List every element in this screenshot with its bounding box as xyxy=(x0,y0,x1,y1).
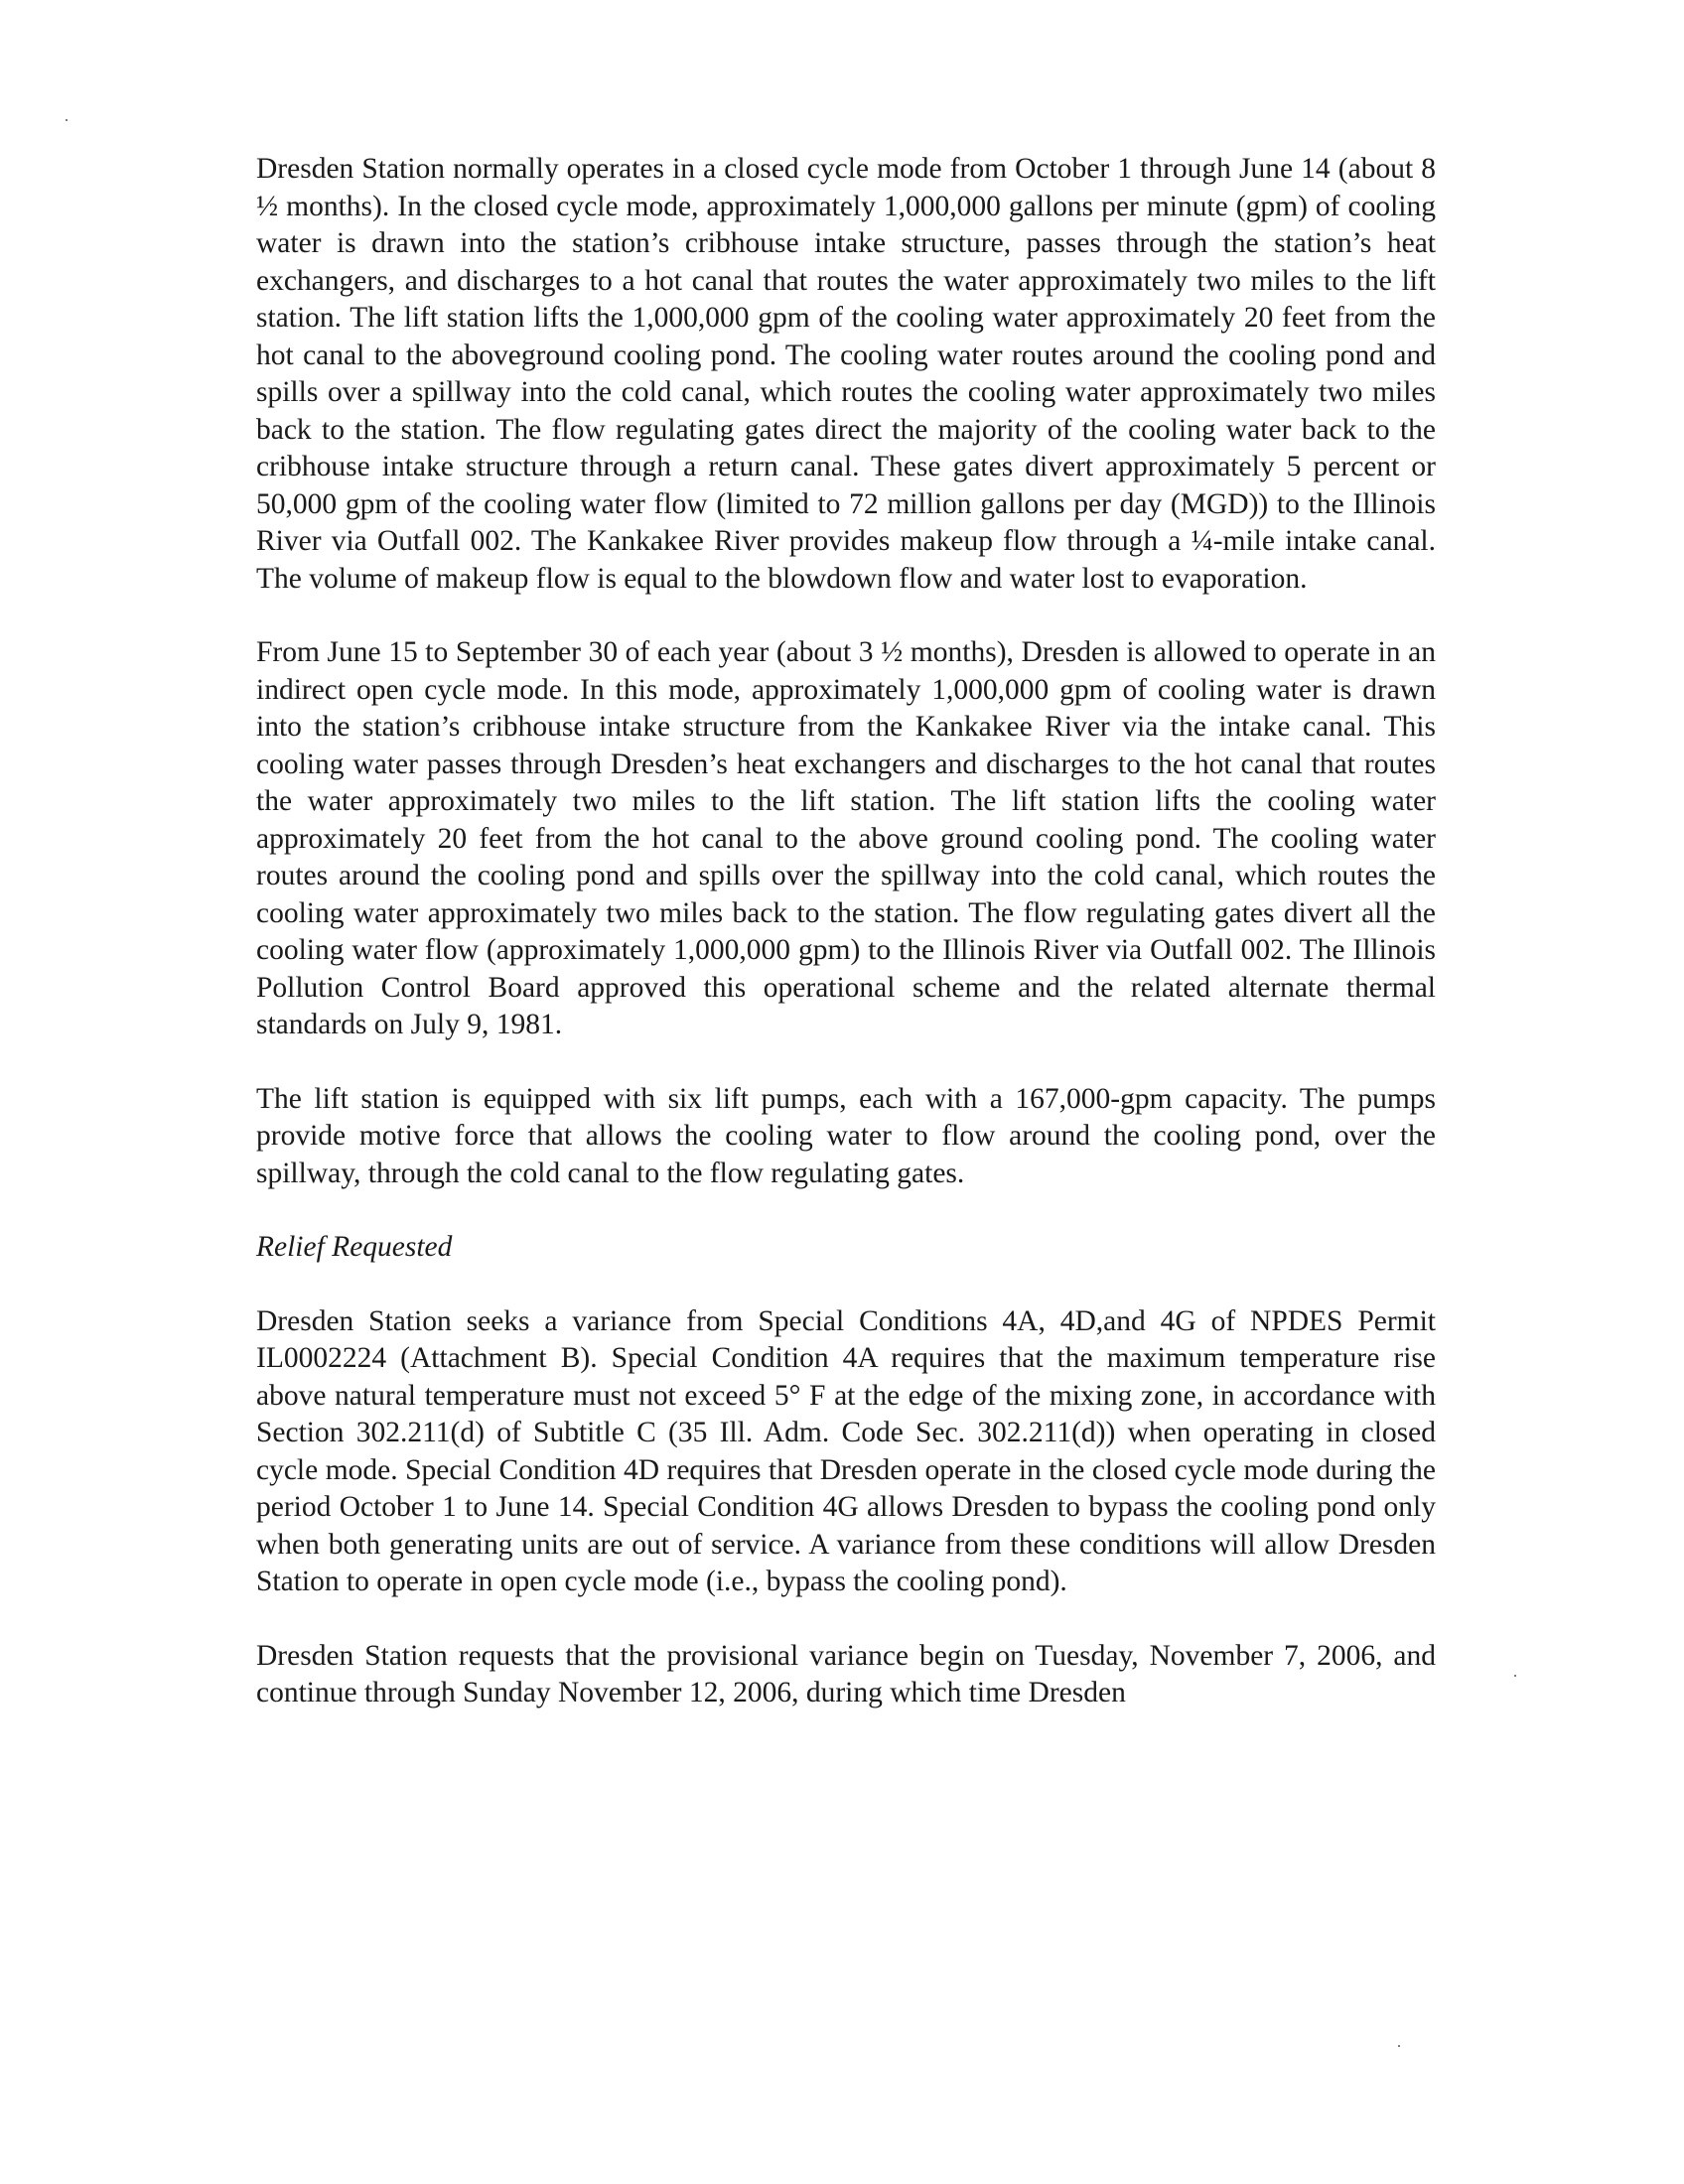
paragraph-closed-cycle: Dresden Station normally operates in a closed cycle mode from October 1 through June 14 (about 8 ½ months). In the closed cycle mode, approximately 1,000,000 gallons per minute (gpm) of cooling water is drawn into the station’s cribhouse intake structure, passes through the station’s heat exchangers, and discharges to a hot canal that routes the water approximately two miles to the lift station. The lift station lifts the 1,000,000 gpm of the cooling water approximately 20 feet from the hot canal to the aboveground cooling pond. The cooling water routes around the cooling pond and spills over a spillway into the cold canal, which routes the cooling water approximately two miles back to the station. The flow regulating gates direct the majority of the cooling water back to the cribhouse intake structure through a return canal. These gates divert approximately 5 percent or 50,000 gpm of the cooling water flow (limited to 72 million gallons per day (MGD)) to the Illinois River via Outfall 002. The Kankakee River provides makeup flow through a ¼-mile intake canal. The volume of makeup flow is equal to the blowdown flow and water lost to evaporation. xyxy=(256,153,1436,595)
paragraph-variance-dates: Dresden Station requests that the provisional variance begin on Tuesday, November 7, 2006, and continue through Sunday November 12, 2006, during which time Dresden xyxy=(256,1639,1436,1708)
paragraph-variance-conditions: Dresden Station seeks a variance from Special Conditions 4A, 4D,and 4G of NPDES Permit IL0002224 (Attachment B). Special Condition 4A requires that the maximum temperature rise above natural temperature must not exceed 5° F at the edge of the mixing zone, in accordance with Section 302.211(d) of Subtitle C (35 Ill. Adm. Code Sec. 302.211(d)) when operating in closed cycle mode. Special Condition 4D requires that Dresden operate in the closed cycle mode during the period October 1 to June 14. Special Condition 4G allows Dresden to bypass the cooling pond only when both generating units are out of service. A variance from these conditions will allow Dresden Station to operate in open cycle mode (i.e., bypass the cooling pond). xyxy=(256,1304,1436,1597)
document-page xyxy=(256,151,1436,1749)
section-heading-relief-requested: Relief Requested xyxy=(256,1231,453,1263)
scan-speck xyxy=(1398,2045,1400,2047)
paragraph-open-cycle: From June 15 to September 30 of each year (about 3 ½ months), Dresden is allowed to operate in an indirect open cycle mode. In this mode, approximately 1,000,000 gpm of cooling water is drawn into the station’s cribhouse intake structure from the Kankakee River via the intake canal. This cooling water passes through Dresden’s heat exchangers and discharges to the hot canal that routes the water approximately two miles to the lift station. The lift station lifts the cooling water approximately 20 feet from the hot canal to the above ground cooling pond. The cooling water routes around the cooling pond and spills over the spillway into the cold canal, which routes the cooling water approximately two miles back to the station. The flow regulating gates divert all the cooling water flow (approximately 1,000,000 gpm) to the Illinois River via Outfall 002. The Illinois Pollution Control Board approved this operational scheme and the related alternate thermal standards on July 9, 1981. xyxy=(256,636,1436,1040)
scan-speck xyxy=(1514,1675,1516,1677)
scan-speck xyxy=(66,119,68,121)
paragraph-lift-pumps: The lift station is equipped with six lift pumps, each with a 167,000-gpm capacity. The pumps provide motive force that allows the cooling water to flow around the cooling pond, over the spillway, through the cold canal to the flow regulating gates. xyxy=(256,1082,1436,1189)
